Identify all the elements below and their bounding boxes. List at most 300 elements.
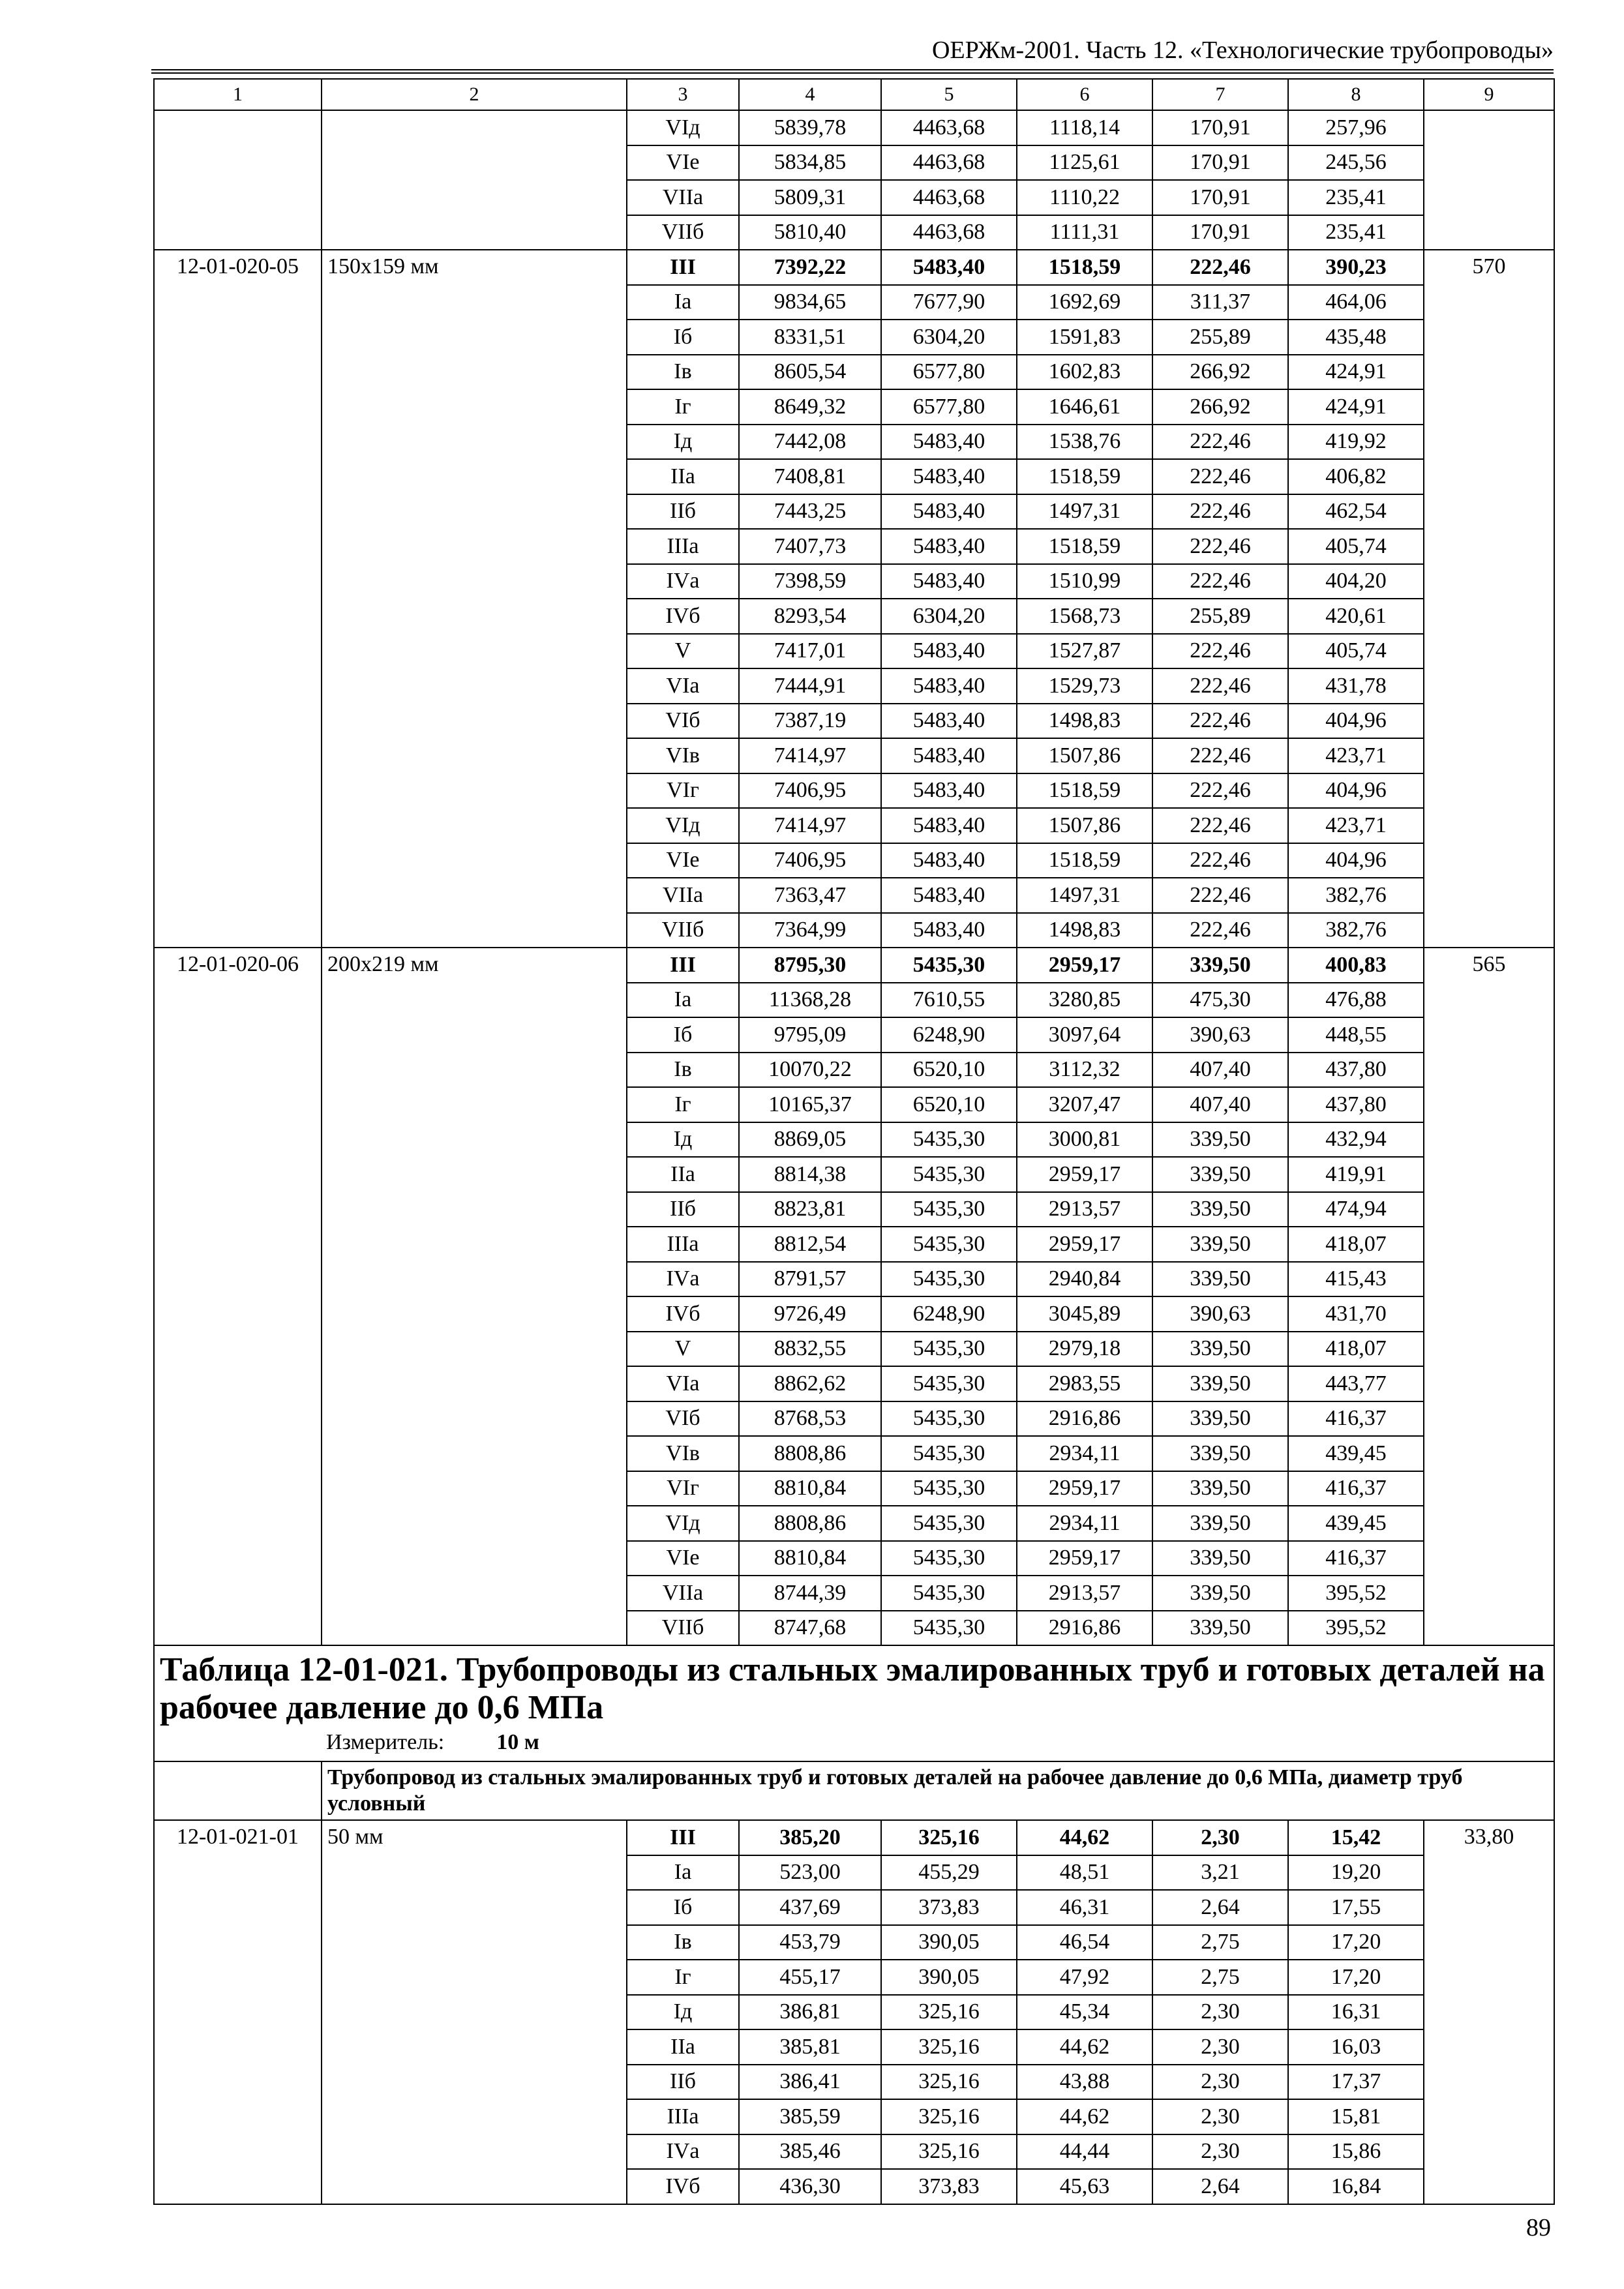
value-cell: 386,41 <box>739 2065 881 2100</box>
region-group: III <box>627 250 739 285</box>
value-cell: 222,46 <box>1152 878 1288 913</box>
value-cell: 339,50 <box>1152 1157 1288 1192</box>
region-group: IVб <box>627 2169 739 2204</box>
value-cell: 432,94 <box>1288 1122 1424 1158</box>
value-cell: 419,91 <box>1288 1157 1424 1192</box>
value-cell: 5483,40 <box>881 668 1017 704</box>
value-cell: 5483,40 <box>881 704 1017 739</box>
region-group: VIд <box>627 110 739 145</box>
running-header: ОЕРЖм-2001. Часть 12. «Технологические трубопроводы» <box>931 37 1554 64</box>
value-cell: 416,37 <box>1288 1541 1424 1576</box>
value-cell: 406,82 <box>1288 459 1424 494</box>
value-cell: 339,50 <box>1152 1541 1288 1576</box>
section-title-row <box>154 1645 1554 1761</box>
value-cell: 222,46 <box>1152 494 1288 530</box>
value-cell: 418,07 <box>1288 1332 1424 1367</box>
region-group: VIIб <box>627 215 739 250</box>
region-group: VIб <box>627 704 739 739</box>
value-cell: 2916,86 <box>1017 1611 1152 1646</box>
value-cell: 255,89 <box>1152 320 1288 355</box>
value-cell: 1111,31 <box>1017 215 1152 250</box>
value-cell: 2,30 <box>1152 2134 1288 2170</box>
value-cell: 1518,59 <box>1017 250 1152 285</box>
value-cell: 7364,99 <box>739 913 881 948</box>
tail-value: 570 <box>1424 250 1554 948</box>
value-cell: 405,74 <box>1288 634 1424 669</box>
value-cell: 339,50 <box>1152 1471 1288 1506</box>
value-cell: 8795,30 <box>739 948 881 983</box>
region-group: VIв <box>627 1436 739 1471</box>
value-cell: 43,88 <box>1017 2065 1152 2100</box>
region-group: IIб <box>627 1192 739 1227</box>
region-group: VIг <box>627 773 739 809</box>
value-cell: 5483,40 <box>881 494 1017 530</box>
column-number: 6 <box>1017 79 1152 110</box>
value-cell: 464,06 <box>1288 285 1424 320</box>
value-cell: 1125,61 <box>1017 145 1152 181</box>
value-cell: 8293,54 <box>739 599 881 634</box>
region-group: VIа <box>627 1366 739 1401</box>
region-group: VIIа <box>627 180 739 215</box>
value-cell: 170,91 <box>1152 180 1288 215</box>
item-name: 150х159 мм <box>322 250 627 948</box>
value-cell: 390,63 <box>1152 1296 1288 1332</box>
value-cell: 382,76 <box>1288 913 1424 948</box>
value-cell: 235,41 <box>1288 215 1424 250</box>
value-cell: 404,96 <box>1288 773 1424 809</box>
value-cell: 222,46 <box>1152 913 1288 948</box>
value-cell: 5483,40 <box>881 913 1017 948</box>
value-cell: 7414,97 <box>739 738 881 773</box>
value-cell: 523,00 <box>739 1855 881 1891</box>
value-cell: 1498,83 <box>1017 913 1152 948</box>
region-group: Iв <box>627 355 739 390</box>
value-cell: 5483,40 <box>881 738 1017 773</box>
value-cell: 222,46 <box>1152 773 1288 809</box>
value-cell: 325,16 <box>881 2065 1017 2100</box>
value-cell: 7408,81 <box>739 459 881 494</box>
value-cell: 1507,86 <box>1017 738 1152 773</box>
value-cell: 44,62 <box>1017 2099 1152 2134</box>
value-cell: 5435,30 <box>881 1576 1017 1611</box>
value-cell: 390,23 <box>1288 250 1424 285</box>
subheading: Трубопровод из стальных эмалированных труб и готовых деталей на рабочее давление до 0,6 МПа, диаметр труб условный <box>322 1761 1554 1820</box>
value-cell: 2979,18 <box>1017 1332 1152 1367</box>
value-cell: 2940,84 <box>1017 1262 1152 1297</box>
tail-value <box>1424 110 1554 250</box>
value-cell: 3207,47 <box>1017 1087 1152 1122</box>
value-cell: 382,76 <box>1288 878 1424 913</box>
region-group: VIа <box>627 668 739 704</box>
value-cell: 404,20 <box>1288 564 1424 599</box>
value-cell: 2,75 <box>1152 1925 1288 1960</box>
value-cell: 339,50 <box>1152 1227 1288 1262</box>
region-group: VIIб <box>627 913 739 948</box>
region-group: Iа <box>627 285 739 320</box>
rate-code: 12-01-021-01 <box>154 1820 322 2204</box>
value-cell: 1118,14 <box>1017 110 1152 145</box>
value-cell: 5483,40 <box>881 250 1017 285</box>
value-cell: 255,89 <box>1152 599 1288 634</box>
rate-code <box>154 110 322 250</box>
value-cell: 1518,59 <box>1017 843 1152 878</box>
item-name: 50 мм <box>322 1820 627 2204</box>
value-cell: 5435,30 <box>881 1192 1017 1227</box>
value-cell: 5435,30 <box>881 1611 1017 1646</box>
value-cell: 5435,30 <box>881 948 1017 983</box>
value-cell: 266,92 <box>1152 355 1288 390</box>
region-group: IIа <box>627 2029 739 2065</box>
region-group: Iа <box>627 983 739 1018</box>
value-cell: 325,16 <box>881 2099 1017 2134</box>
value-cell: 439,45 <box>1288 1506 1424 1541</box>
value-cell: 437,80 <box>1288 1087 1424 1122</box>
value-cell: 45,34 <box>1017 1995 1152 2030</box>
region-group: Iб <box>627 1890 739 1925</box>
value-cell: 46,31 <box>1017 1890 1152 1925</box>
value-cell: 373,83 <box>881 1890 1017 1925</box>
value-cell: 222,46 <box>1152 843 1288 878</box>
region-group: Iг <box>627 1960 739 1995</box>
region-group: VIIа <box>627 878 739 913</box>
value-cell: 44,62 <box>1017 2029 1152 2065</box>
value-cell: 1646,61 <box>1017 389 1152 425</box>
value-cell: 435,48 <box>1288 320 1424 355</box>
column-number: 7 <box>1152 79 1288 110</box>
value-cell: 222,46 <box>1152 459 1288 494</box>
value-cell: 416,37 <box>1288 1401 1424 1437</box>
region-group: VIе <box>627 843 739 878</box>
value-cell: 6304,20 <box>881 599 1017 634</box>
value-cell: 8832,55 <box>739 1332 881 1367</box>
section-title <box>154 1645 1554 1761</box>
value-cell: 325,16 <box>881 2134 1017 2170</box>
region-group: VIб <box>627 1401 739 1437</box>
column-number: 1 <box>154 79 322 110</box>
value-cell: 5483,40 <box>881 459 1017 494</box>
value-cell: 5483,40 <box>881 843 1017 878</box>
value-cell: 170,91 <box>1152 215 1288 250</box>
value-cell: 5483,40 <box>881 773 1017 809</box>
value-cell: 5435,30 <box>881 1122 1017 1158</box>
value-cell: 436,30 <box>739 2169 881 2204</box>
value-cell: 15,42 <box>1288 1820 1424 1855</box>
value-cell: 1538,76 <box>1017 425 1152 460</box>
value-cell: 170,91 <box>1152 145 1288 181</box>
value-cell: 8808,86 <box>739 1506 881 1541</box>
value-cell: 4463,68 <box>881 145 1017 181</box>
table-row <box>154 948 1554 983</box>
value-cell: 10165,37 <box>739 1087 881 1122</box>
rate-code: 12-01-020-06 <box>154 948 322 1645</box>
value-cell: 1507,86 <box>1017 808 1152 843</box>
value-cell: 17,55 <box>1288 1890 1424 1925</box>
region-group: Iб <box>627 1017 739 1053</box>
value-cell: 45,63 <box>1017 2169 1152 2204</box>
region-group: Iд <box>627 1122 739 1158</box>
value-cell: 5435,30 <box>881 1436 1017 1471</box>
column-number: 9 <box>1424 79 1554 110</box>
region-group: VIд <box>627 1506 739 1541</box>
value-cell: 385,81 <box>739 2029 881 2065</box>
value-cell: 5435,30 <box>881 1227 1017 1262</box>
value-cell: 2959,17 <box>1017 1157 1152 1192</box>
region-group: Iв <box>627 1925 739 1960</box>
value-cell: 3097,64 <box>1017 1017 1152 1053</box>
value-cell: 6577,80 <box>881 389 1017 425</box>
value-cell: 2959,17 <box>1017 1541 1152 1576</box>
region-group: IVа <box>627 2134 739 2170</box>
value-cell: 44,44 <box>1017 2134 1152 2170</box>
column-number: 3 <box>627 79 739 110</box>
value-cell: 8808,86 <box>739 1436 881 1471</box>
value-cell: 222,46 <box>1152 704 1288 739</box>
region-group: IIIа <box>627 2099 739 2134</box>
value-cell: 2959,17 <box>1017 948 1152 983</box>
value-cell: 6577,80 <box>881 355 1017 390</box>
value-cell: 418,07 <box>1288 1227 1424 1262</box>
value-cell: 8814,38 <box>739 1157 881 1192</box>
value-cell: 6520,10 <box>881 1087 1017 1122</box>
value-cell: 17,20 <box>1288 1925 1424 1960</box>
value-cell: 6520,10 <box>881 1053 1017 1088</box>
region-group: IIа <box>627 459 739 494</box>
tail-value: 33,80 <box>1424 1820 1554 2204</box>
region-group: VIе <box>627 145 739 181</box>
value-cell: 339,50 <box>1152 1401 1288 1437</box>
value-cell: 339,50 <box>1152 1332 1288 1367</box>
value-cell: 19,20 <box>1288 1855 1424 1891</box>
region-group: IIIа <box>627 529 739 564</box>
value-cell: 5809,31 <box>739 180 881 215</box>
value-cell: 222,46 <box>1152 529 1288 564</box>
column-number: 8 <box>1288 79 1424 110</box>
value-cell: 5483,40 <box>881 425 1017 460</box>
value-cell: 453,79 <box>739 1925 881 1960</box>
value-cell: 462,54 <box>1288 494 1424 530</box>
value-cell: 222,46 <box>1152 634 1288 669</box>
value-cell: 1529,73 <box>1017 668 1152 704</box>
value-cell: 8747,68 <box>739 1611 881 1646</box>
value-cell: 431,78 <box>1288 668 1424 704</box>
rates-table <box>153 78 1555 2205</box>
column-number: 2 <box>322 79 627 110</box>
value-cell: 7442,08 <box>739 425 881 460</box>
value-cell: 3,21 <box>1152 1855 1288 1891</box>
value-cell: 7406,95 <box>739 843 881 878</box>
value-cell: 3000,81 <box>1017 1122 1152 1158</box>
value-cell: 5435,30 <box>881 1332 1017 1367</box>
value-cell: 420,61 <box>1288 599 1424 634</box>
value-cell: 3045,89 <box>1017 1296 1152 1332</box>
item-name: 200х219 мм <box>322 948 627 1645</box>
value-cell: 47,92 <box>1017 1960 1152 1995</box>
value-cell: 8605,54 <box>739 355 881 390</box>
region-group: IVа <box>627 1262 739 1297</box>
table-title: Таблица 12-01-021. Трубопроводы из стальных эмалированных труб и готовых деталей на рабочее давление до 0,6 МПа <box>160 1651 1545 1726</box>
value-cell: 222,46 <box>1152 425 1288 460</box>
value-cell: 2,64 <box>1152 1890 1288 1925</box>
value-cell: 8649,32 <box>739 389 881 425</box>
value-cell: 7414,97 <box>739 808 881 843</box>
value-cell: 407,40 <box>1152 1053 1288 1088</box>
value-cell: 404,96 <box>1288 704 1424 739</box>
value-cell: 222,46 <box>1152 808 1288 843</box>
value-cell: 385,59 <box>739 2099 881 2134</box>
value-cell: 424,91 <box>1288 389 1424 425</box>
value-cell: 390,05 <box>881 1925 1017 1960</box>
region-group: Iд <box>627 1995 739 2030</box>
value-cell: 7387,19 <box>739 704 881 739</box>
tail-value: 565 <box>1424 948 1554 1645</box>
value-cell: 6248,90 <box>881 1017 1017 1053</box>
value-cell: 475,30 <box>1152 983 1288 1018</box>
value-cell: 7392,22 <box>739 250 881 285</box>
value-cell: 170,91 <box>1152 110 1288 145</box>
value-cell: 5435,30 <box>881 1401 1017 1437</box>
value-cell: 1518,59 <box>1017 773 1152 809</box>
value-cell: 395,52 <box>1288 1611 1424 1646</box>
value-cell: 474,94 <box>1288 1192 1424 1227</box>
value-cell: 5435,30 <box>881 1366 1017 1401</box>
value-cell: 16,31 <box>1288 1995 1424 2030</box>
value-cell: 1498,83 <box>1017 704 1152 739</box>
value-cell: 443,77 <box>1288 1366 1424 1401</box>
value-cell: 16,84 <box>1288 2169 1424 2204</box>
value-cell: 476,88 <box>1288 983 1424 1018</box>
value-cell: 8768,53 <box>739 1401 881 1437</box>
meter-line <box>160 1727 1548 1758</box>
region-group: Iд <box>627 425 739 460</box>
value-cell: 407,40 <box>1152 1087 1288 1122</box>
region-group: IVб <box>627 599 739 634</box>
value-cell: 455,17 <box>739 1960 881 1995</box>
region-group: Iб <box>627 320 739 355</box>
value-cell: 4463,68 <box>881 180 1017 215</box>
value-cell: 1518,59 <box>1017 459 1152 494</box>
rate-code: 12-01-020-05 <box>154 250 322 948</box>
value-cell: 423,71 <box>1288 738 1424 773</box>
value-cell: 1110,22 <box>1017 180 1152 215</box>
value-cell: 5483,40 <box>881 634 1017 669</box>
region-group: VIе <box>627 1541 739 1576</box>
value-cell: 7443,25 <box>739 494 881 530</box>
value-cell: 1497,31 <box>1017 878 1152 913</box>
region-group: V <box>627 1332 739 1367</box>
value-cell: 390,63 <box>1152 1017 1288 1053</box>
value-cell: 245,56 <box>1288 145 1424 181</box>
value-cell: 9726,49 <box>739 1296 881 1332</box>
value-cell: 2,30 <box>1152 2065 1288 2100</box>
region-group: Iа <box>627 1855 739 1891</box>
table-row <box>154 110 1554 145</box>
value-cell: 385,46 <box>739 2134 881 2170</box>
value-cell: 339,50 <box>1152 1576 1288 1611</box>
value-cell: 395,52 <box>1288 1576 1424 1611</box>
value-cell: 8862,62 <box>739 1366 881 1401</box>
value-cell: 5435,30 <box>881 1262 1017 1297</box>
value-cell: 8331,51 <box>739 320 881 355</box>
value-cell: 44,62 <box>1017 1820 1152 1855</box>
value-cell: 2959,17 <box>1017 1227 1152 1262</box>
region-group: IVа <box>627 564 739 599</box>
value-cell: 48,51 <box>1017 1855 1152 1891</box>
value-cell: 339,50 <box>1152 1436 1288 1471</box>
value-cell: 2,30 <box>1152 1820 1288 1855</box>
value-cell: 3112,32 <box>1017 1053 1152 1088</box>
value-cell: 7407,73 <box>739 529 881 564</box>
value-cell: 8810,84 <box>739 1471 881 1506</box>
value-cell: 46,54 <box>1017 1925 1152 1960</box>
value-cell: 17,20 <box>1288 1960 1424 1995</box>
value-cell: 439,45 <box>1288 1436 1424 1471</box>
value-cell: 4463,68 <box>881 215 1017 250</box>
value-cell: 437,69 <box>739 1890 881 1925</box>
value-cell: 1497,31 <box>1017 494 1152 530</box>
value-cell: 8791,57 <box>739 1262 881 1297</box>
value-cell: 7363,47 <box>739 878 881 913</box>
value-cell: 2983,55 <box>1017 1366 1152 1401</box>
value-cell: 257,96 <box>1288 110 1424 145</box>
value-cell: 7610,55 <box>881 983 1017 1018</box>
value-cell: 9834,65 <box>739 285 881 320</box>
value-cell: 5839,78 <box>739 110 881 145</box>
value-cell: 5483,40 <box>881 564 1017 599</box>
value-cell: 339,50 <box>1152 1262 1288 1297</box>
value-cell: 339,50 <box>1152 1122 1288 1158</box>
value-cell: 2,30 <box>1152 1995 1288 2030</box>
subheading-row <box>154 1761 1554 1820</box>
value-cell: 424,91 <box>1288 355 1424 390</box>
value-cell: 8869,05 <box>739 1122 881 1158</box>
region-group: IIа <box>627 1157 739 1192</box>
value-cell: 390,05 <box>881 1960 1017 1995</box>
region-group: IIб <box>627 494 739 530</box>
value-cell: 1527,87 <box>1017 634 1152 669</box>
value-cell: 6304,20 <box>881 320 1017 355</box>
value-cell: 5435,30 <box>881 1506 1017 1541</box>
value-cell: 7677,90 <box>881 285 1017 320</box>
value-cell: 2913,57 <box>1017 1576 1152 1611</box>
value-cell: 311,37 <box>1152 285 1288 320</box>
value-cell: 15,81 <box>1288 2099 1424 2134</box>
item-name <box>322 110 627 250</box>
region-group: IIIа <box>627 1227 739 1262</box>
meter-label: Измеритель: <box>326 1730 445 1754</box>
region-group: Iв <box>627 1053 739 1088</box>
value-cell: 5435,30 <box>881 1541 1017 1576</box>
region-group: VIг <box>627 1471 739 1506</box>
region-group: V <box>627 634 739 669</box>
value-cell: 2,30 <box>1152 2099 1288 2134</box>
value-cell: 415,43 <box>1288 1262 1424 1297</box>
value-cell: 416,37 <box>1288 1471 1424 1506</box>
region-group: Iг <box>627 389 739 425</box>
column-number: 4 <box>739 79 881 110</box>
region-group: III <box>627 948 739 983</box>
value-cell: 15,86 <box>1288 2134 1424 2170</box>
region-group: IVб <box>627 1296 739 1332</box>
page-number: 89 <box>1526 2214 1551 2241</box>
value-cell: 7444,91 <box>739 668 881 704</box>
value-cell: 5435,30 <box>881 1157 1017 1192</box>
value-cell: 7398,59 <box>739 564 881 599</box>
value-cell: 222,46 <box>1152 564 1288 599</box>
value-cell: 448,55 <box>1288 1017 1424 1053</box>
value-cell: 7406,95 <box>739 773 881 809</box>
value-cell: 400,83 <box>1288 948 1424 983</box>
value-cell: 339,50 <box>1152 1611 1288 1646</box>
